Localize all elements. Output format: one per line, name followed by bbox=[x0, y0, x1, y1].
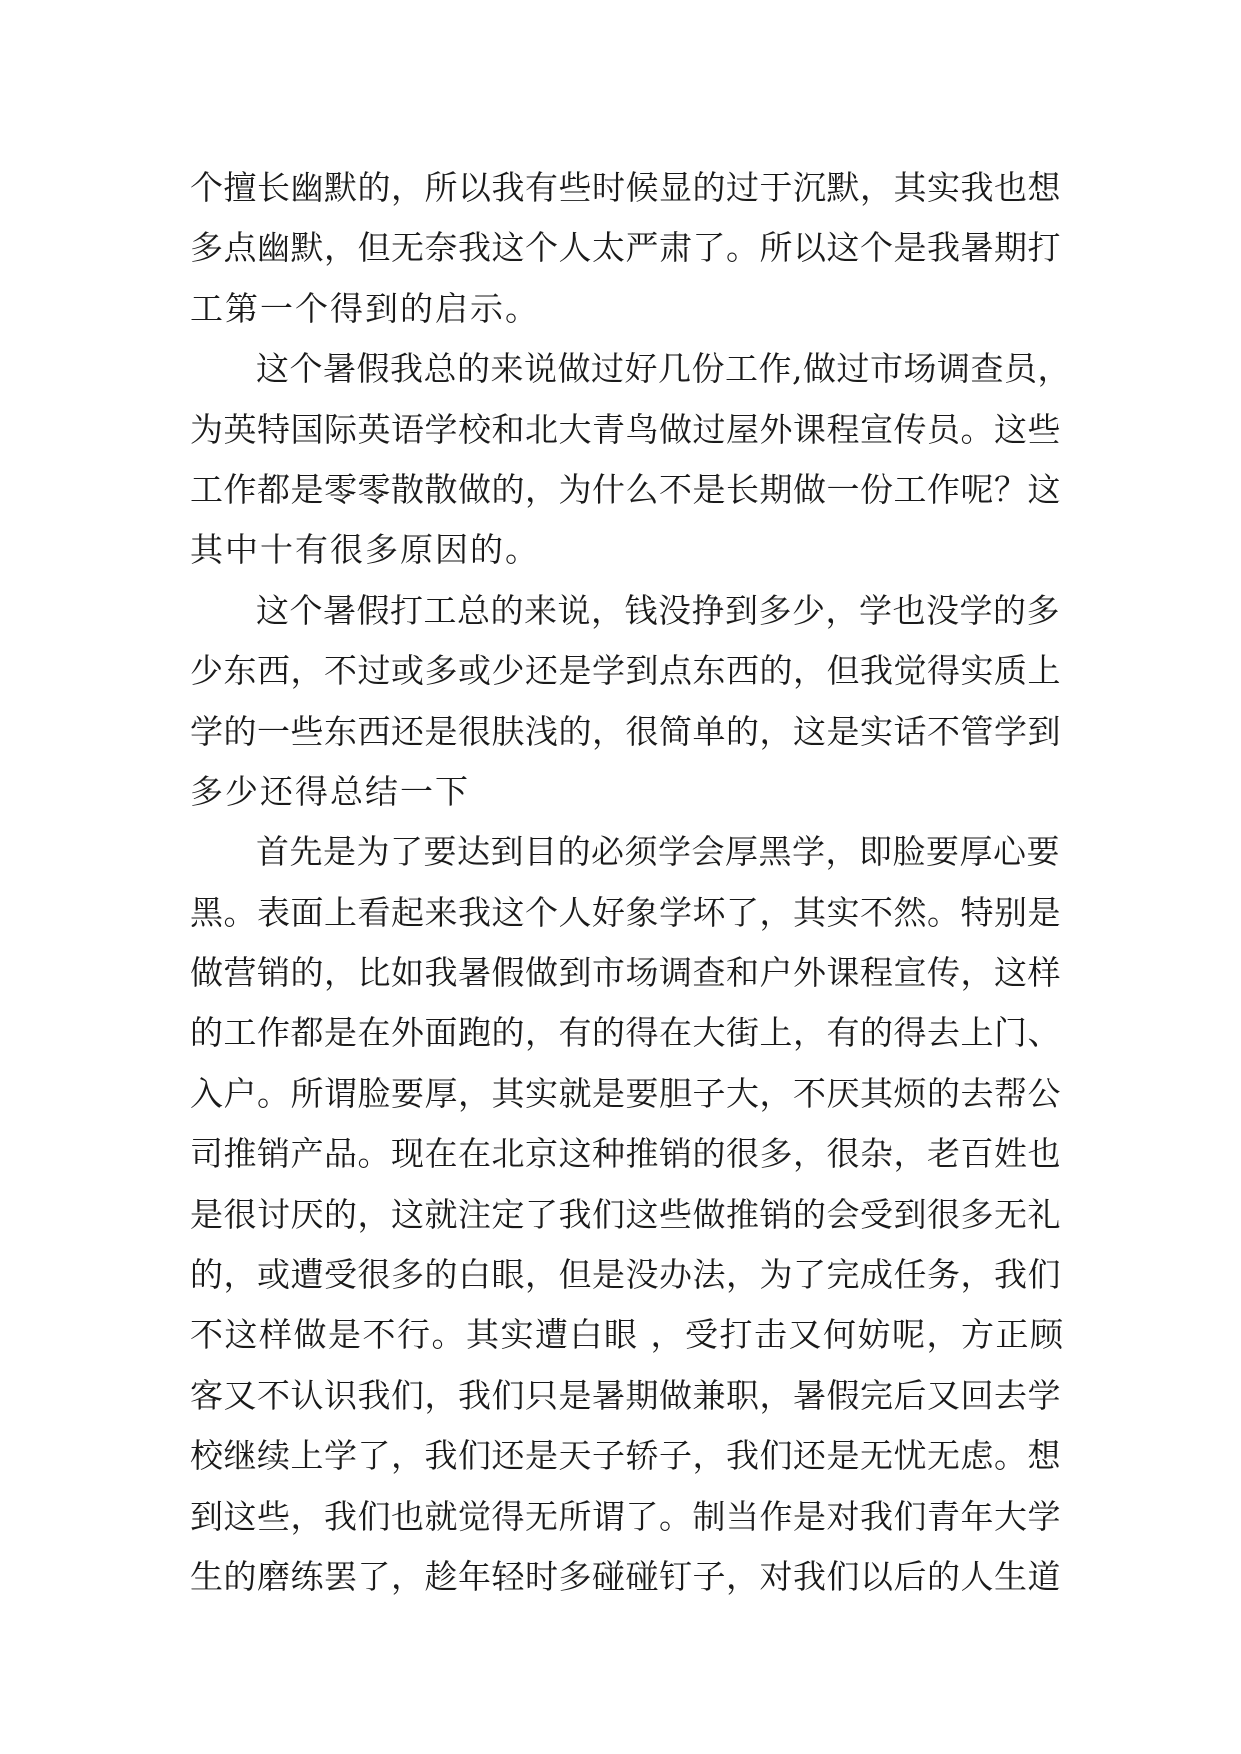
text-line: 黑。表面上看起来我这个人好象学坏了，其实不然。特别是 bbox=[190, 892, 1061, 932]
text-line: 做营销的，比如我暑假做到市场调查和户外课程宣传，这样 bbox=[190, 953, 1061, 993]
text-line: 不这样做是不行。其实遭白眼 ，受打击又何妨呢，方正顾 bbox=[190, 1315, 1065, 1355]
text-line: 为英特国际英语学校和北大青鸟做过屋外课程宣传员。这些 bbox=[190, 409, 1061, 449]
text-line: 是很讨厌的，这就注定了我们这些做推销的会受到很多无礼 bbox=[190, 1194, 1061, 1234]
text-line: 工作都是零零散散做的，为什么不是长期做一份工作呢？这 bbox=[190, 469, 1061, 509]
paragraph-first-line: 首先是为了要达到目的必须学会厚黑学，即脸要厚心要 bbox=[256, 832, 1060, 872]
text-line: 其中十有很多原因的。 bbox=[190, 530, 540, 570]
text-line: 工第一个得到的启示。 bbox=[190, 288, 540, 328]
text-line: 校继续上学了，我们还是天子轿子，我们还是无忧无虑。想 bbox=[190, 1436, 1061, 1476]
paragraph-first-line: 这个暑假打工总的来说，钱没挣到多少，学也没学的多 bbox=[256, 590, 1060, 630]
text-line: 学的一些东西还是很肤浅的，很简单的，这是实话不管学到 bbox=[190, 711, 1061, 751]
paragraph-first-line: 这个暑假我总的来说做过好几份工作,做过市场调查员， bbox=[256, 349, 1071, 389]
text-line: 司推销产品。现在在北京这种推销的很多，很杂，老百姓也 bbox=[190, 1134, 1061, 1174]
text-line: 生的磨练罢了，趁年轻时多碰碰钉子，对我们以后的人生道 bbox=[190, 1556, 1061, 1596]
body-text bbox=[190, 158, 1070, 1607]
text-line: 的，或遭受很多的白眼，但是没办法，为了完成任务，我们 bbox=[190, 1255, 1061, 1295]
text-line: 多点幽默，但无奈我这个人太严肃了。所以这个是我暑期打 bbox=[190, 228, 1061, 268]
text-line: 客又不认识我们，我们只是暑期做兼职，暑假完后又回去学 bbox=[190, 1375, 1061, 1415]
text-line: 个擅长幽默的，所以我有些时候显的过于沉默，其实我也想 bbox=[190, 168, 1061, 207]
text-line: 入户。所谓脸要厚，其实就是要胆子大，不厌其烦的去帮公 bbox=[190, 1073, 1061, 1113]
text-line: 的工作都是在外面跑的，有的得在大街上，有的得去上门、 bbox=[190, 1013, 1061, 1053]
text-line: 多少还得总结一下 bbox=[190, 771, 470, 811]
text-line: 少东西，不过或多或少还是学到点东西的，但我觉得实质上 bbox=[190, 651, 1061, 691]
text-line: 到这些，我们也就觉得无所谓了。制当作是对我们青年大学 bbox=[190, 1496, 1061, 1536]
